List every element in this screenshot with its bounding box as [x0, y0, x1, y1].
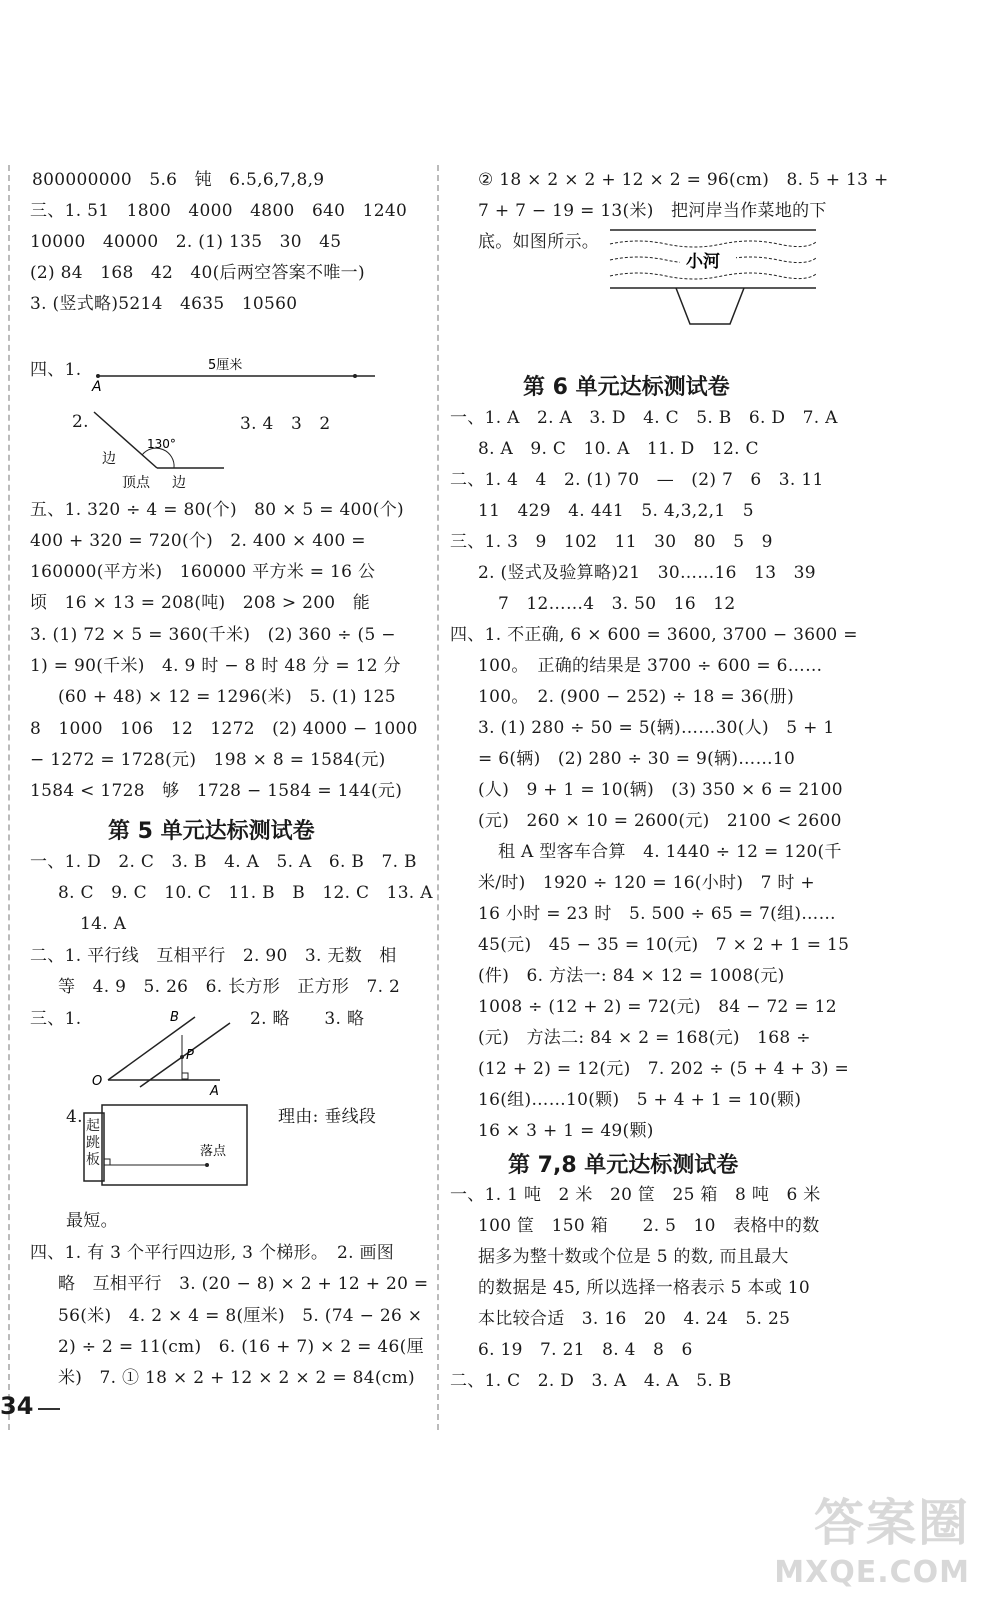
text-line: 2. (竖式及验算略)21 30……16 13 39	[478, 563, 816, 583]
text-line: 一、1. 1 吨 2 米 20 筐 25 箱 8 吨 6 米	[450, 1185, 821, 1205]
text-line: 100 筐 150 箱 2. 5 10 表格中的数	[478, 1216, 820, 1236]
text-line: 14. A	[80, 914, 127, 934]
side-label: 边	[172, 475, 186, 490]
page-number-dash	[38, 1408, 60, 1410]
text-line: 二、1. 4 4 2. (1) 70 — (2) 7 6 3. 11	[450, 470, 824, 490]
text-line: 7 12……4 3. 50 16 12	[498, 594, 736, 614]
text-line: 等 4. 9 5. 26 6. 长方形 正方形 7. 2	[58, 977, 401, 997]
question-number: 2.	[72, 412, 89, 432]
text-line: 1) = 90(千米) 4. 9 时 − 8 时 48 分 = 12 分	[30, 656, 401, 676]
text-line: 8. C 9. C 10. C 11. B B 12. C 13. A	[58, 883, 433, 903]
river-label: 小河	[686, 252, 720, 272]
side-label: 边	[102, 451, 116, 467]
watermark-url: MXQE.COM	[774, 1555, 970, 1590]
text-line: 四、1. 有 3 个平行四边形, 3 个梯形。 2. 画图	[30, 1243, 395, 1263]
text-line: 3. (1) 280 ÷ 50 = 5(辆)……30(人) 5 + 1	[478, 718, 835, 738]
text-line: 100。 正确的结果是 3700 ÷ 600 = 6……	[478, 656, 823, 676]
angle-figure	[92, 410, 232, 490]
reason-text: 理由: 垂线段	[278, 1107, 377, 1127]
text-line: 三、1. 3 9 102 11 30 80 5 9	[450, 532, 773, 552]
text-line: 100。 2. (900 − 252) ÷ 18 = 36(册)	[478, 687, 795, 707]
text-line: − 1272 = 1728(元) 198 × 8 = 1584(元)	[30, 750, 386, 770]
text-line: 6. 19 7. 21 8. 4 8 6	[478, 1340, 693, 1360]
text-line: 10000 40000 2. (1) 135 30 45	[30, 232, 342, 252]
text-line: = 6(辆) (2) 280 ÷ 30 = 9(辆)……10	[478, 749, 796, 769]
point-b-label: B	[170, 1010, 179, 1025]
left-margin-rule	[8, 165, 10, 1430]
text-line: 800000000 5.6 钝 6.5,6,7,8,9	[32, 170, 325, 190]
text-line: 租 A 型客车合算 4. 1440 ÷ 12 = 120(千	[498, 842, 842, 862]
text-line: (件) 6. 方法一: 84 × 12 = 1008(元)	[478, 966, 785, 986]
text-line: 8. A 9. C 10. A 11. D 12. C	[478, 439, 759, 459]
text-line: 二、1. 平行线 互相平行 2. 90 3. 无数 相	[30, 946, 397, 966]
text-line: (2) 84 168 42 40(后两空答案不唯一)	[30, 263, 365, 283]
river-figure	[608, 224, 820, 329]
vertex-label: 顶点	[122, 475, 150, 490]
section-heading: 第 7,8 单元达标测试卷	[508, 1153, 739, 1178]
point-o-label: O	[92, 1074, 103, 1089]
text-line: 三、1. 51 1800 4000 4800 640 1240	[30, 201, 408, 221]
text-line: 45(元) 45 − 35 = 10(元) 7 × 2 + 1 = 15	[478, 935, 850, 955]
text-line: 16 小时 = 23 时 5. 500 ÷ 65 = 7(组)……	[478, 904, 836, 924]
segment-figure	[90, 352, 390, 392]
text-line: 一、1. D 2. C 3. B 4. A 5. A 6. B 7. B	[30, 852, 417, 872]
text-line: 3. (竖式略)5214 4635 10560	[30, 294, 298, 314]
segment-length-label: 5厘米	[208, 358, 243, 373]
long-jump-figure	[82, 1103, 252, 1188]
text-line: 四、1. 不正确, 6 × 600 = 3600, 3700 − 3600 =	[450, 625, 858, 645]
text-line: 2) ÷ 2 = 11(cm) 6. (16 + 7) × 2 = 46(厘	[58, 1337, 424, 1357]
text-line: 顷 16 × 13 = 208(吨) 208 > 200 能	[30, 593, 371, 613]
parallel-lines-figure	[90, 1005, 240, 1095]
point-a-label: A	[92, 379, 102, 392]
angle-value: 130°	[147, 437, 176, 451]
landing-point-label: 落点	[200, 1144, 227, 1159]
question-number: 4.	[66, 1107, 83, 1127]
answer-line: 3. 4 3 2	[240, 414, 331, 434]
text-line: 56(米) 4. 2 × 4 = 8(厘米) 5. (74 − 26 ×	[58, 1306, 423, 1326]
column-divider	[437, 165, 439, 1430]
text-line: 五、1. 320 ÷ 4 = 80(个) 80 × 5 = 400(个)	[30, 500, 404, 520]
watermark-logo-text: 答案圈	[814, 1494, 970, 1552]
text-line: 11 429 4. 441 5. 4,3,2,1 5	[478, 501, 754, 521]
text-line: 二、1. C 2. D 3. A 4. A 5. B	[450, 1371, 732, 1391]
reason-text: 最短。	[66, 1211, 118, 1231]
text-line: (元) 260 × 10 = 2600(元) 2100 < 2600	[478, 811, 842, 831]
section-heading: 第 5 单元达标测试卷	[108, 819, 315, 844]
section-heading: 第 6 单元达标测试卷	[523, 375, 730, 400]
text-line: ② 18 × 2 × 2 + 12 × 2 = 96(cm) 8. 5 + 13 +	[478, 170, 889, 190]
text-line: 一、1. A 2. A 3. D 4. C 5. B 6. D 7. A	[450, 408, 838, 428]
text-line: 1008 ÷ (12 + 2) = 72(元) 84 − 72 = 12	[478, 997, 837, 1017]
text-line: 16(组)……10(颗) 5 + 4 + 1 = 10(颗)	[478, 1090, 802, 1110]
page-number: 34	[0, 1392, 34, 1420]
text-line: (60 + 48) × 12 = 1296(米) 5. (1) 125	[58, 687, 396, 707]
text-line: 据多为整十数或个位是 5 的数, 而且最大	[478, 1247, 789, 1267]
answer-line: 2. 略 3. 略	[250, 1009, 365, 1029]
text-line: 本比较合适 3. 16 20 4. 24 5. 25	[478, 1309, 791, 1329]
text-line: (元) 方法二: 84 × 2 = 168(元) 168 ÷	[478, 1028, 811, 1048]
text-line: 米) 7. ① 18 × 2 + 12 × 2 × 2 = 84(cm)	[58, 1368, 415, 1388]
text-line: 略 互相平行 3. (20 − 8) × 2 + 12 + 20 =	[58, 1274, 429, 1294]
text-line: 米/时) 1920 ÷ 120 = 16(小时) 7 时 +	[478, 873, 815, 893]
text-line: 8 1000 106 12 1272 (2) 4000 − 1000	[30, 719, 418, 739]
text-line: 400 + 320 = 720(个) 2. 400 × 400 =	[30, 531, 366, 551]
point-a-label: A	[210, 1084, 219, 1095]
text-line: (人) 9 + 1 = 10(辆) (3) 350 × 6 = 2100	[478, 780, 843, 800]
text-line: 的数据是 45, 所以选择一格表示 5 本或 10	[478, 1278, 811, 1298]
point-p-label: P	[186, 1048, 194, 1063]
watermark	[774, 1483, 970, 1590]
text-line: 7 + 7 − 19 = 13(米) 把河岸当作菜地的下	[478, 201, 827, 221]
takeoff-board-label: 起跳板	[86, 1118, 100, 1168]
section-label: 三、1.	[30, 1009, 82, 1029]
text-line: 1584 < 1728 够 1728 − 1584 = 144(元)	[30, 781, 403, 801]
section-label: 四、1.	[30, 360, 82, 380]
text-line: 底。如图所示。	[478, 232, 600, 252]
text-line: 3. (1) 72 × 5 = 360(千米) (2) 360 ÷ (5 −	[30, 625, 396, 645]
text-line: 16 × 3 + 1 = 49(颗)	[478, 1121, 654, 1141]
text-line: (12 + 2) = 12(元) 7. 202 ÷ (5 + 4 + 3) =	[478, 1059, 849, 1079]
text-line: 160000(平方米) 160000 平方米 = 16 公	[30, 562, 376, 582]
